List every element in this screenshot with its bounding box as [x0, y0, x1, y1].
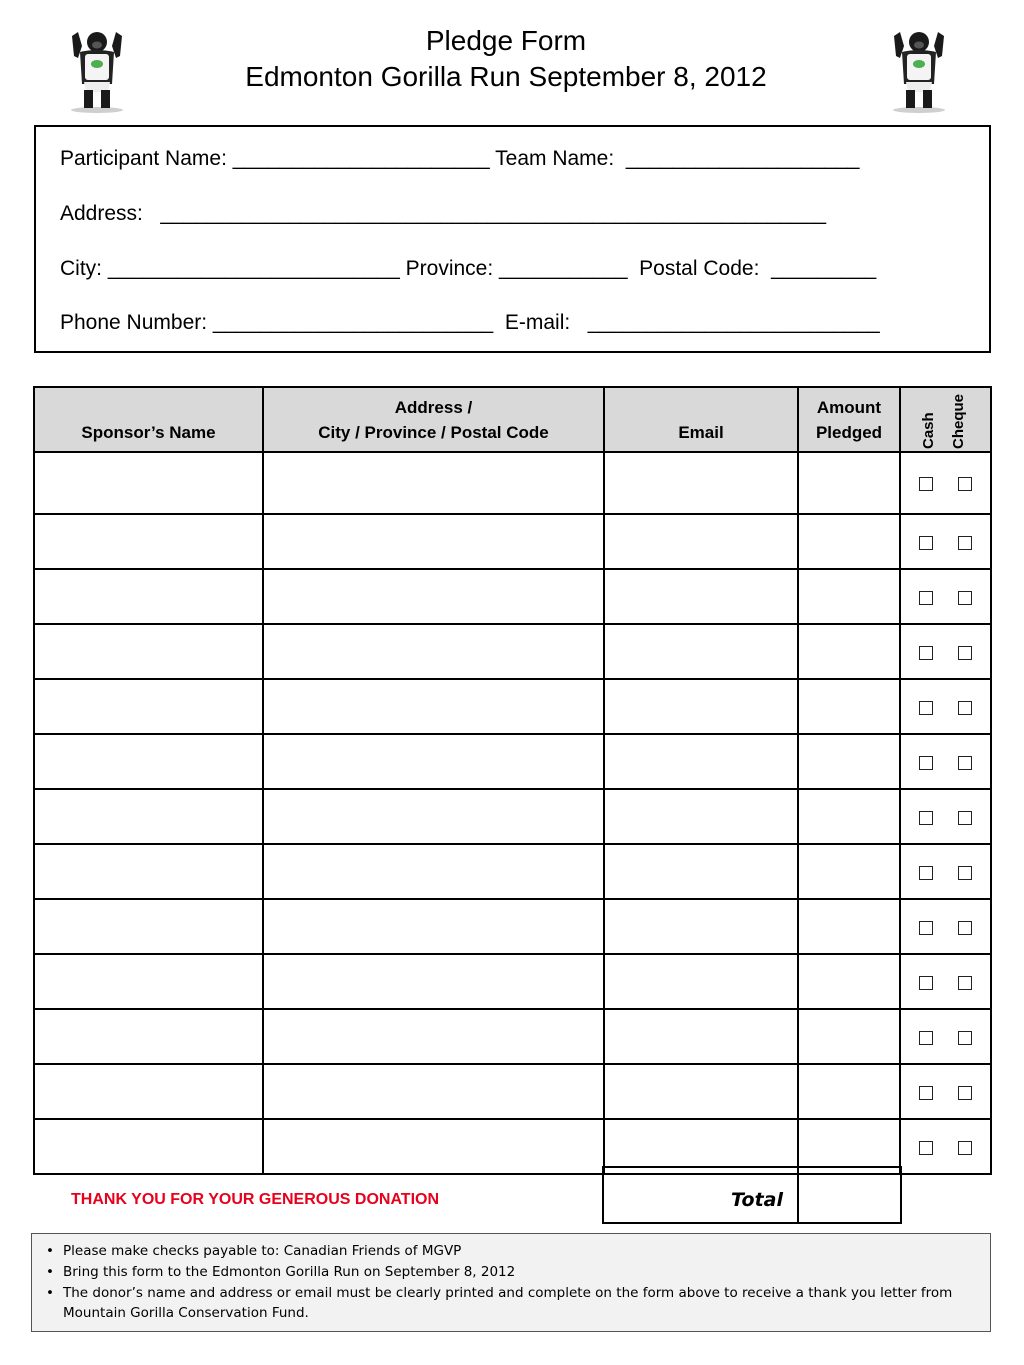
cash-checkbox[interactable] [919, 1141, 933, 1155]
sponsor-name-cell[interactable] [34, 452, 263, 514]
sponsor-name-cell[interactable] [34, 844, 263, 899]
cheque-checkbox[interactable] [958, 536, 972, 550]
sponsor-name-cell[interactable] [34, 1064, 263, 1119]
instructions-box [31, 1233, 991, 1332]
cash-checkbox[interactable] [919, 1086, 933, 1100]
payment-type-cell [900, 569, 991, 624]
city-province-postal-line[interactable]: City: _________________________ Province: ___________ Postal Code: _________ [60, 257, 877, 280]
payment-type-cell [900, 954, 991, 1009]
sponsor-name-cell[interactable] [34, 1009, 263, 1064]
pledge-row [34, 679, 991, 734]
amount-pledged-cell[interactable] [798, 679, 900, 734]
amount-pledged-cell[interactable] [798, 954, 900, 1009]
amount-pledged-cell[interactable] [798, 624, 900, 679]
payment-type-cell [900, 844, 991, 899]
cash-checkbox[interactable] [919, 866, 933, 880]
sponsor-name-cell[interactable] [34, 899, 263, 954]
cheque-checkbox[interactable] [958, 976, 972, 990]
sponsor-name-cell[interactable] [34, 954, 263, 1009]
amount-pledged-cell[interactable] [798, 789, 900, 844]
sponsor-name-cell[interactable] [34, 789, 263, 844]
header-sponsor-name: Sponsor’s Name [34, 387, 263, 452]
cash-checkbox[interactable] [919, 976, 933, 990]
sponsor-name-cell[interactable] [34, 1119, 263, 1174]
header-address: Address / City / Province / Postal Code [263, 387, 604, 452]
sponsor-address-cell[interactable] [263, 1064, 604, 1119]
phone-email-line[interactable]: Phone Number: ________________________ E-mail: _________________________ [60, 311, 880, 334]
sponsor-address-cell[interactable] [263, 1119, 604, 1174]
sponsor-address-cell[interactable] [263, 1009, 604, 1064]
cheque-checkbox[interactable] [958, 1141, 972, 1155]
sponsor-email-cell[interactable] [604, 734, 798, 789]
title-line1: Pledge Form [425, 25, 587, 56]
header-amount-pledged: Amount Pledged [798, 387, 900, 452]
cash-checkbox[interactable] [919, 921, 933, 935]
sponsor-email-cell[interactable] [604, 514, 798, 569]
sponsor-email-cell[interactable] [604, 954, 798, 1009]
cash-checkbox[interactable] [919, 536, 933, 550]
amount-pledged-cell[interactable] [798, 1009, 900, 1064]
amount-pledged-cell[interactable] [798, 734, 900, 789]
pledge-row [34, 844, 991, 899]
pledge-row [34, 514, 991, 569]
header-cash: Cash [920, 412, 937, 449]
note-item: • Please make checks payable to: Canadian Friends of MGVP [44, 1241, 980, 1262]
sponsor-address-cell[interactable] [263, 679, 604, 734]
sponsor-email-cell[interactable] [604, 1009, 798, 1064]
total-amount-cell[interactable] [798, 1167, 901, 1223]
amount-pledged-cell[interactable] [798, 1064, 900, 1119]
sponsor-email-cell[interactable] [604, 844, 798, 899]
sponsor-address-cell[interactable] [263, 789, 604, 844]
amount-pledged-cell[interactable] [798, 844, 900, 899]
cash-checkbox[interactable] [919, 1031, 933, 1045]
note-item: • The donor’s name and address or email must be clearly printed and complete on the form above to receive a thank you letter from Mountain Gorilla Conservation Fund. [44, 1283, 980, 1325]
cheque-checkbox[interactable] [958, 701, 972, 715]
cash-checkbox[interactable] [919, 756, 933, 770]
payment-type-cell [900, 1119, 991, 1174]
sponsor-name-cell[interactable] [34, 734, 263, 789]
sponsor-name-cell[interactable] [34, 514, 263, 569]
cheque-checkbox[interactable] [958, 1086, 972, 1100]
pledge-row [34, 452, 991, 514]
payment-type-cell [900, 734, 991, 789]
header-payment-type [900, 387, 991, 452]
payment-type-cell [900, 679, 991, 734]
cheque-checkbox[interactable] [958, 811, 972, 825]
form-title [0, 24, 1012, 96]
payment-type-cell [900, 624, 991, 679]
cheque-checkbox[interactable] [958, 477, 972, 491]
sponsor-email-cell[interactable] [604, 789, 798, 844]
amount-pledged-cell[interactable] [798, 899, 900, 954]
header-cheque: Cheque [950, 393, 967, 449]
sponsor-address-cell[interactable] [263, 899, 604, 954]
participant-info-box [34, 125, 991, 353]
amount-pledged-cell[interactable] [798, 514, 900, 569]
payment-type-cell [900, 899, 991, 954]
payment-type-cell [900, 514, 991, 569]
header-email: Email [604, 387, 798, 452]
payment-type-cell [900, 1064, 991, 1119]
sponsor-email-cell[interactable] [604, 1064, 798, 1119]
sponsor-address-cell[interactable] [263, 844, 604, 899]
total-table [602, 1166, 902, 1224]
cash-checkbox[interactable] [919, 701, 933, 715]
cash-checkbox[interactable] [919, 591, 933, 605]
sponsor-address-cell[interactable] [263, 624, 604, 679]
sponsor-address-cell[interactable] [263, 569, 604, 624]
amount-pledged-cell[interactable] [798, 569, 900, 624]
sponsor-address-cell[interactable] [263, 452, 604, 514]
cheque-checkbox[interactable] [958, 756, 972, 770]
pledge-table [33, 386, 992, 1175]
cheque-checkbox[interactable] [958, 591, 972, 605]
pledge-row [34, 734, 991, 789]
pledge-row [34, 569, 991, 624]
payment-type-cell [900, 1009, 991, 1064]
pledge-row [34, 789, 991, 844]
sponsor-name-cell[interactable] [34, 624, 263, 679]
pledge-row [34, 1009, 991, 1064]
sponsor-address-cell[interactable] [263, 734, 604, 789]
cash-checkbox[interactable] [919, 811, 933, 825]
payment-type-cell [900, 789, 991, 844]
pledge-row [34, 1064, 991, 1119]
sponsor-email-cell[interactable] [604, 679, 798, 734]
thank-you-message: THANK YOU FOR YOUR GENEROUS DONATION [71, 1191, 440, 1208]
sponsor-email-cell[interactable] [604, 452, 798, 514]
sponsor-name-cell[interactable] [34, 679, 263, 734]
sponsor-email-cell[interactable] [604, 624, 798, 679]
cheque-checkbox[interactable] [958, 646, 972, 660]
amount-pledged-cell[interactable] [798, 452, 900, 514]
pledge-row [34, 899, 991, 954]
pledge-row [34, 624, 991, 679]
cash-checkbox[interactable] [919, 646, 933, 660]
pledge-row [34, 954, 991, 1009]
sponsor-email-cell[interactable] [604, 569, 798, 624]
title-line2: Edmonton Gorilla Run September 8, 2012 [245, 61, 767, 92]
sponsor-name-cell[interactable] [34, 569, 263, 624]
sponsor-address-cell[interactable] [263, 954, 604, 1009]
address-line[interactable]: Address: _________________________________________________________ [60, 202, 827, 225]
note-item: • Bring this form to the Edmonton Gorilla Run on September 8, 2012 [44, 1262, 980, 1283]
sponsor-address-cell[interactable] [263, 514, 604, 569]
payment-type-cell [900, 452, 991, 514]
cash-checkbox[interactable] [919, 477, 933, 491]
total-label: Total [603, 1167, 798, 1223]
cheque-checkbox[interactable] [958, 866, 972, 880]
participant-name-team-line[interactable]: Participant Name: ______________________ Team Name: ____________________ [60, 147, 860, 170]
cheque-checkbox[interactable] [958, 1031, 972, 1045]
cheque-checkbox[interactable] [958, 921, 972, 935]
sponsor-email-cell[interactable] [604, 899, 798, 954]
